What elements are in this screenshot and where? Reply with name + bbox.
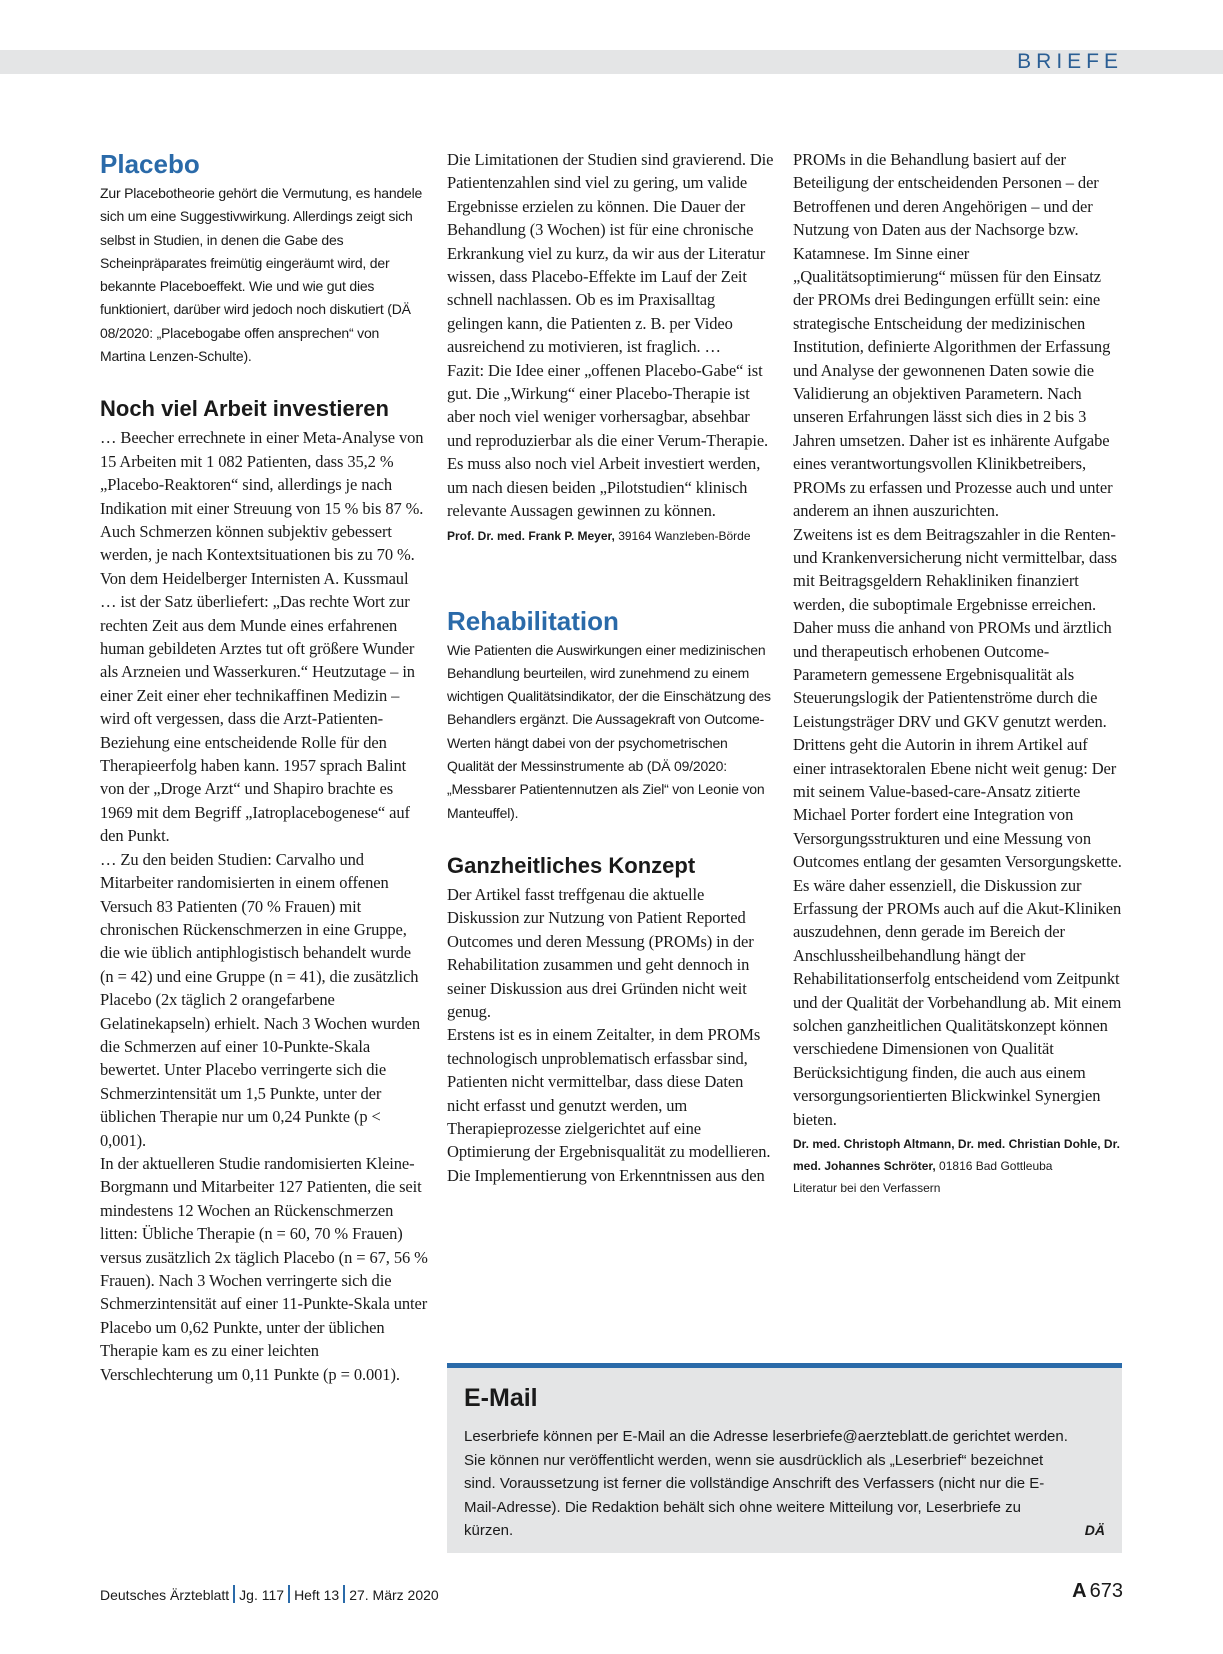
email-box-body: Leserbriefe können per E-Mail an die Adresse leserbriefe@aerzteblatt.de gerichtet werden. Sie können nur veröffentlicht werden, wenn sie ausdrücklich als „Leserbrief“ bezeichnet sind. Voraussetzung ist ferner die vollständige Anschrift des Verfassers (nicht nur die E-Mail-Adresse). Die Redaktion behält sich ohne weitere Mitteilung vor, Leserbriefe zu kürzen. <box>464 1428 1068 1539</box>
email-box-text <box>464 1425 1105 1543</box>
section-title-rehabilitation: Rehabilitation <box>447 605 619 636</box>
footer-issue: Heft 13 <box>294 1587 340 1603</box>
footer-separator <box>343 1585 345 1603</box>
signature-name: Prof. Dr. med. Frank P. Meyer, <box>447 528 615 543</box>
subhead-konzept: Ganzheitliches Konzept <box>447 852 696 878</box>
page-number-value: 673 <box>1089 1580 1123 1602</box>
footer-date: 27. März 2020 <box>349 1587 439 1603</box>
footer-separator <box>288 1585 290 1603</box>
signature-meyer <box>447 525 775 547</box>
signature-place: 01816 Bad Gottleuba <box>935 1159 1053 1174</box>
paragraph: Erstens ist es in einem Zeitalter, in dem PROMs technologisch unproblematisch erfassbar sind, Patienten nicht vermittelbar, dass diese Daten nicht erfasst und genutzt werden, um Therapieprozesse zielgerichtet auf eine Optimierung der Ergebnisqualität zu modellieren. Die Implementierung von Erkenntnissen aus den <box>447 1025 771 1185</box>
paragraph: … Zu den beiden Studien: Carvalho und Mitarbeiter randomisierten in einem offenen Versuch 83 Patienten (70 % Frauen) mit chronischen Rückenschmerzen in eine Gruppe, die wie üblich antiphlogistisch behandelt wurde (n = 42) und eine Gruppe (n = 41), die zusätzlich Placebo (2x täglich 2 orangefarbene Gelatinekapseln) erhielt. Nach 3 Wochen wurden die Schmerzen auf einer 10-Punkte-Skala bewertet. Unter Placebo verringerte sich die Schmerzintensität um 1,5 Punkte, unter der üblichen Therapie nur um 0,24 Punkte (p < 0,001). <box>100 849 420 1150</box>
section-title-placebo: Placebo <box>100 149 200 179</box>
paragraph: Drittens geht die Autorin in ihrem Artikel auf einer intrasektoralen Ebene nicht weit genug: Der mit seinem Value-based-care-Ansatz zitierte Michael Porter fordert eine Integration von Versorgungsstrukturen und eine Messung von Outcomes entlang der gesamten Versorgungskette. Es wäre daher essenziell, die Diskussion zur Erfassung der PROMs auch auf die Akut-Kliniken auszudehnen, denn gerade im Bereich der Anschlussheilbehandlung hängt der Rehabilitationserfolg entscheidend vom Zeitpunkt und der Qualität der Vorbehandlung ab. Mit einem solchen ganzheitlichen Qualitätskonzept können verschiedene Dimensionen von Qualität Berücksichtigung finden, die auch aus einem versorgungsorientierten Blickwinkel Synergien bieten. <box>793 735 1122 1129</box>
paragraph: … Beecher errechnete in einer Meta-Analyse von 15 Arbeiten mit 1 082 Patienten, dass 35,2 % „Placebo-Reaktoren“ sind, allerdings je nach Indikation mit einer Streuung von 15 % bis 87 %. Auch Schmerzen können subjektiv gebessert werden, je nach Kontextsituationen bis zu 70 %. <box>100 428 424 565</box>
paragraph: Die Limitationen der Studien sind gravierend. Die Patientenzahlen sind viel zu gering, um valide Ergebnisse erzielen zu können. Die Dauer der Behandlung (3 Wochen) ist für eine chronische Erkrankung viel zu kurz, da wir aus der Literatur wissen, dass Placebo-Effekte im Lauf der Zeit schnell nachlassen. Ob es im Praxisalltag gelingen kann, die Patienten z. B. per Video ausreichend zu motivieren, ist fraglich. … <box>447 150 774 357</box>
email-info-box <box>447 1363 1122 1553</box>
paragraph: Fazit: Die Idee einer „offenen Placebo-Gabe“ ist gut. Die „Wirkung“ einer Placebo-Therapie ist aber noch viel weniger vorhersagbar, absehbar und reproduzierbar als die einer Verum-Therapie. Es muss also noch viel Arbeit investiert werden, um nach diesen beiden „Pilotstudien“ klinisch relevante Aussagen gewinnen zu können. <box>447 360 769 521</box>
paragraph: Der Artikel fasst treffgenau die aktuelle Diskussion zur Nutzung von Patient Reported Outcomes und deren Messung (PROMs) in der Rehabilitation zusammen und geht dennoch in seiner Diskussion aus drei Gründen nicht weit genug. <box>447 884 754 1021</box>
signature-names: Dr. med. Christoph Altmann, Dr. med. Christian Dohle, Dr. med. Johannes Schröter, <box>793 1137 1120 1174</box>
page-prefix: A <box>1072 1580 1087 1602</box>
paragraph: PROMs in die Behandlung basiert auf der Beteiligung der entscheidenden Personen – der Betroffenen und deren Angehörigen – und der Nutzung von Daten aus der Nachsorge bzw. Katamnese. Im Sinne einer „Qualitätsoptimierung“ müssen für den Einsatz der PROMs drei Bedingungen erfüllt sein: eine strategische Entscheidung der medizinischen Institution, definierte Algorithmen der Erfassung und Analyse der gewonnenen Daten sowie die Validierung an objektiven Parametern. Nach unseren Erfahrungen lässt sich dies in 2 bis 3 Jahren umsetzen. Daher ist es inhärente Aufgabe eines verantwortungsvollen Klinikbetreibers, PROMs zu erfassen und Prozesse auch und unter anderem an ihnen auszurichten. <box>793 150 1113 521</box>
paragraph: Von dem Heidelberger Internisten A. Kussmaul … ist der Satz überliefert: „Das rechte Wort zur rechten Zeit aus dem Munde eines erfahrenen human gebildeten Arztes tut oft größere Wunder als Arzneien und Wasserkuren.“ Heutzutage – in einer Zeit einer eher technikaffinen Medizin – wird oft vergessen, dass die Arzt-Patienten-Beziehung eine entscheidende Rolle für den Therapieerfolg haben kann. 1957 sprach Balint von der „Droge Arzt“ und Shapiro brachte es 1969 mit dem Begriff „Iatroplacebogenese“ auf den Punkt. <box>100 568 415 846</box>
column-1 <box>100 148 428 1386</box>
subhead-arbeit: Noch viel Arbeit investieren <box>100 396 389 422</box>
intro-placebo: Zur Placebotheorie gehört die Vermutung, es handele sich um eine Suggestivwirkung. Allerdings zeigt sich selbst in Studien, in denen die Gabe des Scheinpräparates freimütig eingeräumt wird, der bekannte Placeboeffekt. Wie und wie gut dies funktioniert, darüber wird jedoch noch diskutiert (DÄ 08/2020: „Placebogabe offen ansprechen“ von Martina Lenzen-Schulte). <box>100 185 423 365</box>
intro-rehabilitation: Wie Patienten die Auswirkungen einer medizinischen Behandlung beurteilen, wird zunehmend zu einem wichtigen Qualitätsindikator, der die Einschätzung des Behandlers ergänzt. Die Aussagekraft von Outcome-Werten hängt dabei von der psychometrischen Qualität der Messinstrumente ab (DÄ 09/2020: „Messbarer Patientennutzen als Ziel“ von Leonie von Manteuffel). <box>447 641 771 821</box>
column-3 <box>793 148 1123 1199</box>
paragraph: In der aktuelleren Studie randomisierten Kleine-Borgmann und Mitarbeiter 127 Patienten, die seit mindestens 12 Wochen an Rückenschmerzen litten: Übliche Therapie (n = 60, 70 % Frauen) versus zusätzlich 2x täglich Placebo (n = 67, 56 % Frauen). Nach 3 Wochen verringerte sich die Schmerzintensität auf einer 11-Punkte-Skala unter Placebo um 0,62 Punkte, unter der üblichen Therapie kam es zu einer leichten Verschlechterung um 0,11 Punkte (p = 0.001). <box>100 1153 428 1384</box>
footer-volume: Jg. 117 <box>239 1587 285 1603</box>
column-2 <box>447 148 775 1187</box>
footer-separator <box>233 1585 235 1603</box>
signature-place: 39164 Wanzleben-Börde <box>614 528 751 543</box>
email-box-initials: DÄ <box>1084 1522 1105 1538</box>
section-label: BRIEFE <box>1017 50 1123 73</box>
footer <box>100 1585 439 1603</box>
page-number <box>1072 1580 1123 1603</box>
paragraph: Zweitens ist es dem Beitragszahler in die Renten- und Krankenversicherung nicht vermittelbar, dass mit Beitragsgeldern Rehakliniken finanziert werden, die suboptimale Ergebnisse erreichen. Daher muss die anhand von PROMs und ärztlich und therapeutisch erhobenen Outcome-Parametern gemessene Ergebnisqualität als Steuerungslogik der Patientenströme durch die Leistungsträger DRV und GKV genutzt werden. <box>793 524 1117 731</box>
email-box-title: E-Mail <box>464 1384 538 1412</box>
footer-journal: Deutsches Ärzteblatt <box>100 1587 230 1603</box>
signature-altmann <box>793 1133 1123 1177</box>
literature-note: Literatur bei den Verfassern <box>793 1181 941 1196</box>
